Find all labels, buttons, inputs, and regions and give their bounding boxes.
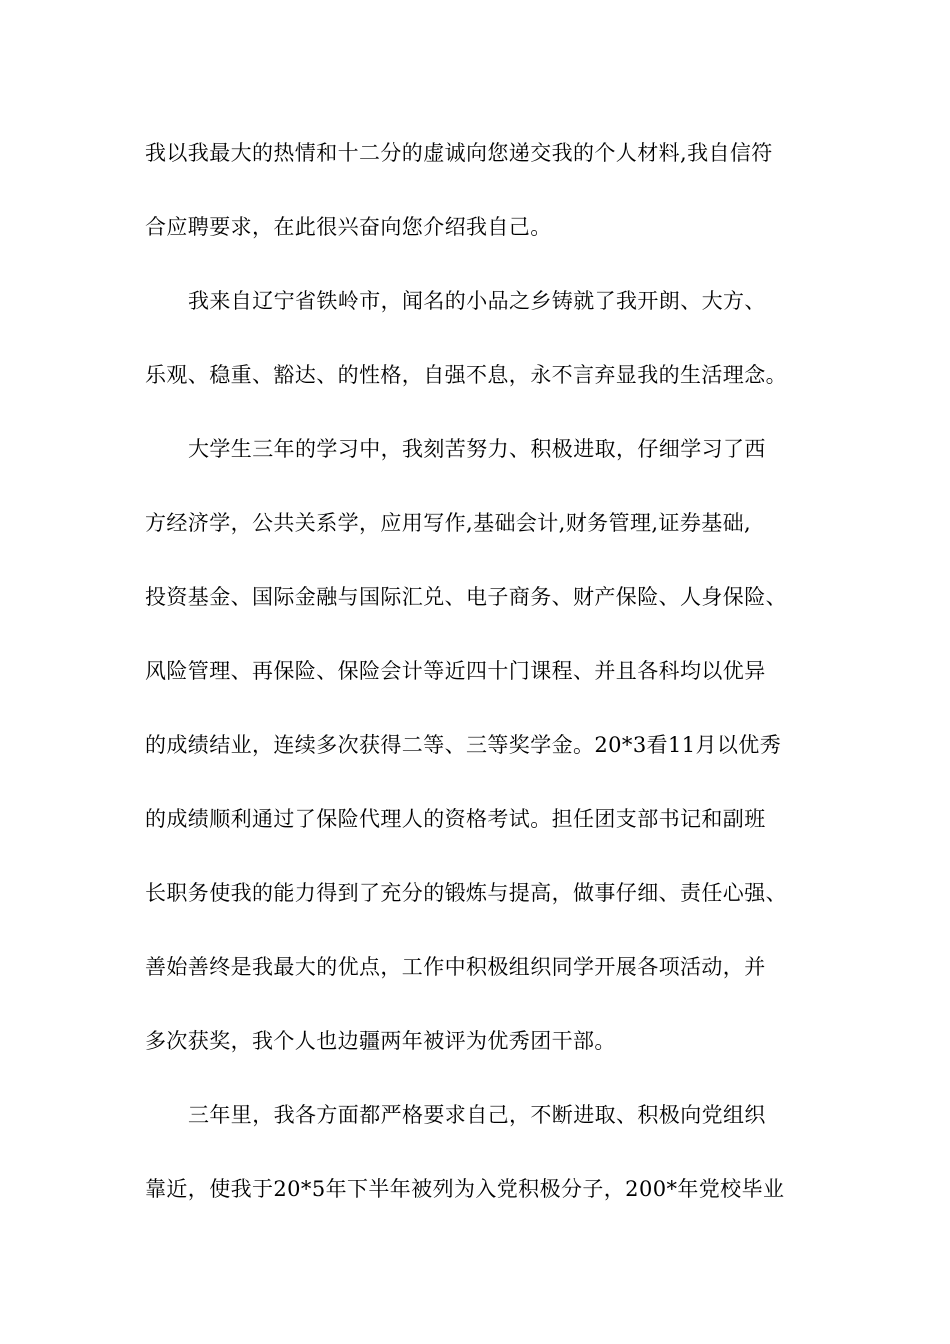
paragraph-start-line-5: 大学生三年的学习中，我刻苦努力、积极进取，仔细学习了西: [188, 437, 766, 461]
text-line-11: 长职务使我的能力得到了充分的锻炼与提高，做事仔细、责任心强、: [145, 881, 787, 905]
text-line-6: 方经济学，公共关系学，应用写作,基础会计,财务管理,证券基础,: [145, 511, 752, 535]
text-line-8: 风险管理、再保险、保险会计等近四十门课程、并且各科均以优异: [145, 659, 766, 683]
text-line-13: 多次获奖，我个人也边疆两年被评为优秀团干部。: [145, 1029, 616, 1053]
text-line-9: 的成绩结业，连续多次获得二等、三等奖学金。20*3看11月以优秀: [145, 733, 782, 757]
text-line-12: 善始善终是我最大的优点，工作中积极组织同学开展各项活动，并: [145, 955, 766, 979]
paragraph-start-line-3: 我来自辽宁省铁岭市，闻名的小品之乡铸就了我开朗、大方、: [188, 289, 766, 313]
text-line-2: 合应聘要求，在此很兴奋向您介绍我自己。: [145, 215, 552, 239]
text-line-10: 的成绩顺利通过了保险代理人的资格考试。担任团支部书记和副班: [145, 807, 766, 831]
text-line-15: 靠近，使我于20*5年下半年被列为入党积极分子，200*年党校毕业: [145, 1177, 785, 1201]
text-line-7: 投资基金、国际金融与国际汇兑、电子商务、财产保险、人身保险、: [145, 585, 787, 609]
text-line-4: 乐观、稳重、豁达、的性格，自强不息，永不言弃显我的生活理念。: [145, 363, 787, 387]
text-line-1: 我以我最大的热情和十二分的虚诚向您递交我的个人材料,我自信符: [145, 141, 773, 165]
paragraph-start-line-14: 三年里，我各方面都严格要求自己，不断进取、积极向党组织: [188, 1103, 766, 1127]
